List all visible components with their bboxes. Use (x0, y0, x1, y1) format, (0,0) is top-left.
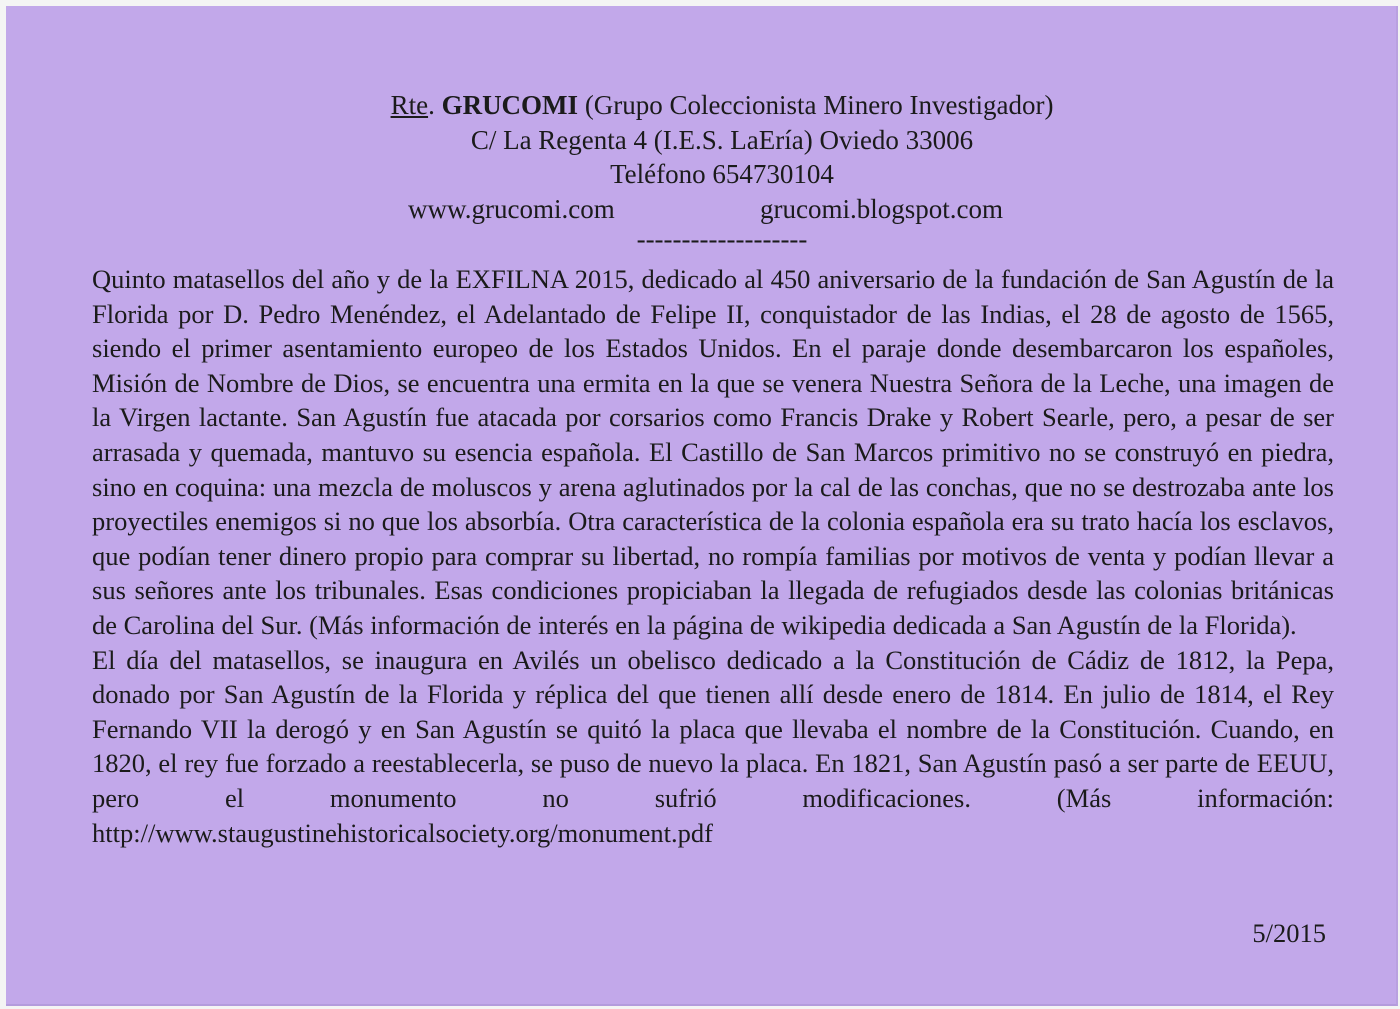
rte-label: Rte (390, 90, 429, 120)
sender-block (6, 88, 1400, 260)
blog-link[interactable]: grucomi.blogspot.com (760, 193, 1003, 224)
paragraph-foundation: Quinto matasellos del año y de la EXFILNA 2015, dedicado al 450 aniversario de la fundación de San Agustín de la Florida por D. Pedro Menéndez, el Adelantado de Felipe II, conquistador de las Indias, el 28 de agosto de 1565, siendo el primer asentamiento europeo de los Estados Unidos. En el paraje donde desembarcaron los españoles, Misión de Nombre de Dios, se encuentra una ermita en la que se venera Nuestra Señora de la Leche, una imagen de la Virgen lactante. San Agustín fue atacada por corsarios como Francis Drake y Robert Searle, pero, a pesar de ser arrasada y quemada, mantuvo su esencia española. El Castillo de San Marcos primitivo no se construyó en piedra, sino en coquina: una mezcla de moluscos y arena aglutinados por la cal de las conchas, que no se destrozaba ante los proyectiles enemigos si no que los absorbía. Otra característica de la colonia española era su trato hacía los esclavos, que podían tener dinero propio para comprar su libertad, no rompía familias por motivos de venta y podían llevar a sus señores ante los tribunales. Esas condiciones propiciaban la llegada de refugiados desde las colonias británicas de Carolina del Sur. (Más información de interés en la página de wikipedia dedicada a San Agustín de la Florida). (92, 264, 1334, 640)
org-name: GRUCOMI (441, 90, 579, 120)
org-full-name: (Grupo Coleccionista Minero Investigador) (578, 90, 1054, 120)
sender-name-line (6, 88, 1400, 123)
sender-phone: Teléfono 654730104 (610, 159, 834, 189)
issue-date: 5/2015 (1252, 918, 1326, 948)
postcard (6, 6, 1398, 1006)
body-text (92, 262, 1334, 850)
header-divider: ------------------- (636, 224, 808, 254)
sender-address: C/ La Regenta 4 (I.E.S. LaEría) Oviedo 33006 (470, 124, 974, 155)
web-links-row (6, 192, 1400, 227)
rte-dot: . (428, 90, 442, 120)
website-link[interactable]: www.grucomi.com (408, 193, 615, 224)
paragraph-obelisk: El día del matasellos, se inaugura en Avilés un obelisco dedicado a la Constitución de Cádiz de 1812, la Pepa, donado por San Agustín de la Florida y réplica del que tienen allí desde enero de 1814. En julio de 1814, el Rey Fernando VII la derogó y en San Agustín se quitó la placa que llevaba el nombre de la Constitución. Cuando, en 1820, el rey fue forzado a reestablecerla, se puso de nuevo la placa. En 1821, San Agustín pasó a ser parte de EEUU, pero el monumento no sufrió modificaciones. (Más información: http://www.staugustinehistoricalsociety.org/monument.pdf (92, 644, 1334, 848)
